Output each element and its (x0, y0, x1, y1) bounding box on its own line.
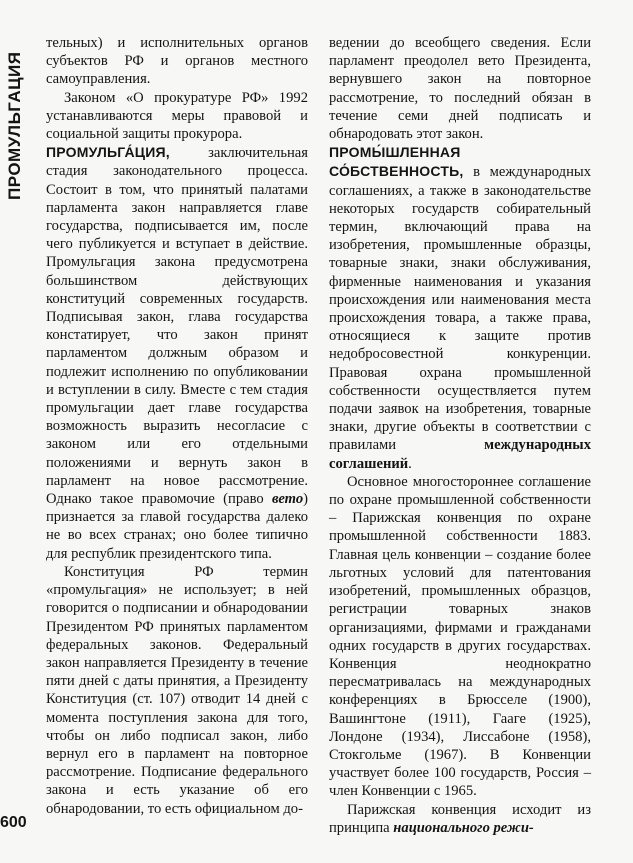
paragraph: тельных) и исполнительных органов субъектов РФ и органов местного самоуправления. (46, 35, 308, 88)
right-column (329, 34, 591, 837)
paragraph-text: Парижская конвенция исходит из принципа (329, 801, 591, 836)
left-column (46, 34, 308, 818)
paragraph: Конституция РФ термин «промульгация» не использует; в ней говорится о подписании и обнародовании Президентом РФ принятых парламентом федеральных законов. Федеральный закон направляется Президенту в течение пяти дней с даты принятия, а Президенту Конституция (ст. 107) отводит 14 дней с момента поступления закона для того, чтобы он либо подписал закон, либо вернул его в парламент на повторное рассмотрение. Подписание федерального закона и есть указание об его обнародовании, то есть официальном до- (46, 563, 308, 817)
italic-phrase: национального режи- (393, 819, 534, 836)
entry-promulgation (46, 143, 308, 563)
italic-term: вето (272, 491, 304, 508)
entry-text: . (408, 455, 412, 472)
page-number: 600 (0, 814, 27, 831)
paragraph: Основное многостороннее соглашение по охране промышленной собственности – Парижская конвенция по охране промышленной собственности 1883. Главная цель конвенции – создание более льготных условий для патентования изобретений, промышленных образцов, регистрации товарных знаков организациями, фирмами и гражданами одних государств в других государствах. Конвенция неоднократно пересматривалась на международных конференциях в Брюсселе (1900), Вашингтоне (1911), Гааге (1925), Лондоне (1934), Лиссабоне (1958), Стокгольме (1967). В Конвенции участвует более 100 государств, Россия – член Конвенции с 1965. (329, 473, 591, 800)
bold-phrase: международных соглашений (329, 437, 591, 472)
entry-industrial-property (329, 143, 591, 473)
paragraph: ведении до всеобщего сведения. Если парламент преодолел вето Президента, вернувшего закон на повторное рассмотрение, то последний обязан в течение семи дней подписать и обнародовать этот закон. (329, 35, 591, 143)
paragraph: Законом «О прокуратуре РФ» 1992 устанавливаются меры правовой и социальной защиты прокурора. (46, 89, 308, 143)
entry-text: заключительная стадия законодательного процесса. Состоит в том, что принятый палатами парламента закон направляется главе государства, подписывается им, после чего публикуется и вступает в действие. Промульгация закона предусмотрена большинством действующих конституций современных государств. Подписывая закон, глава государства констатирует, что закон принят парламентом должным образом и подлежит исполнению по опубликовании и вступлении в силу. Вместе с тем стадия промульгации дает главе государства возможность выразить несогласие с законом или его отдельными положениями и вернуть закон в парламент на новое рассмотрение. Однако такое правомочие (право (46, 145, 308, 508)
running-head: ПРОМУЛЬГАЦИЯ (5, 51, 24, 200)
paragraph (329, 801, 591, 837)
entry-text: в международных соглашениях, а также в законодательстве некоторых государств собирательный термин, включающий права на изобретения, промышленные образцы, товарные знаки, знаки обслуживания, фирменные наименования и указания происхождения или наименования места происхождения товара, а также права, относящиеся к защите против недобросовестной конкуренции. Правовая охрана промышленной собственности осуществляется путем подачи заявок на изобретения, товарные знаки, другие объекты в соответствии с правилами (329, 164, 591, 454)
entry-term: ПРОМЫ́ШЛЕННАЯ СО́БСТВЕННОСТЬ, (329, 144, 464, 180)
entry-term: ПРОМУЛЬГА́ЦИЯ, (46, 144, 170, 161)
entry-text: ) признается за главой государства далеко не во всех странах; оно более типично для республик президентского типа. (46, 491, 308, 562)
